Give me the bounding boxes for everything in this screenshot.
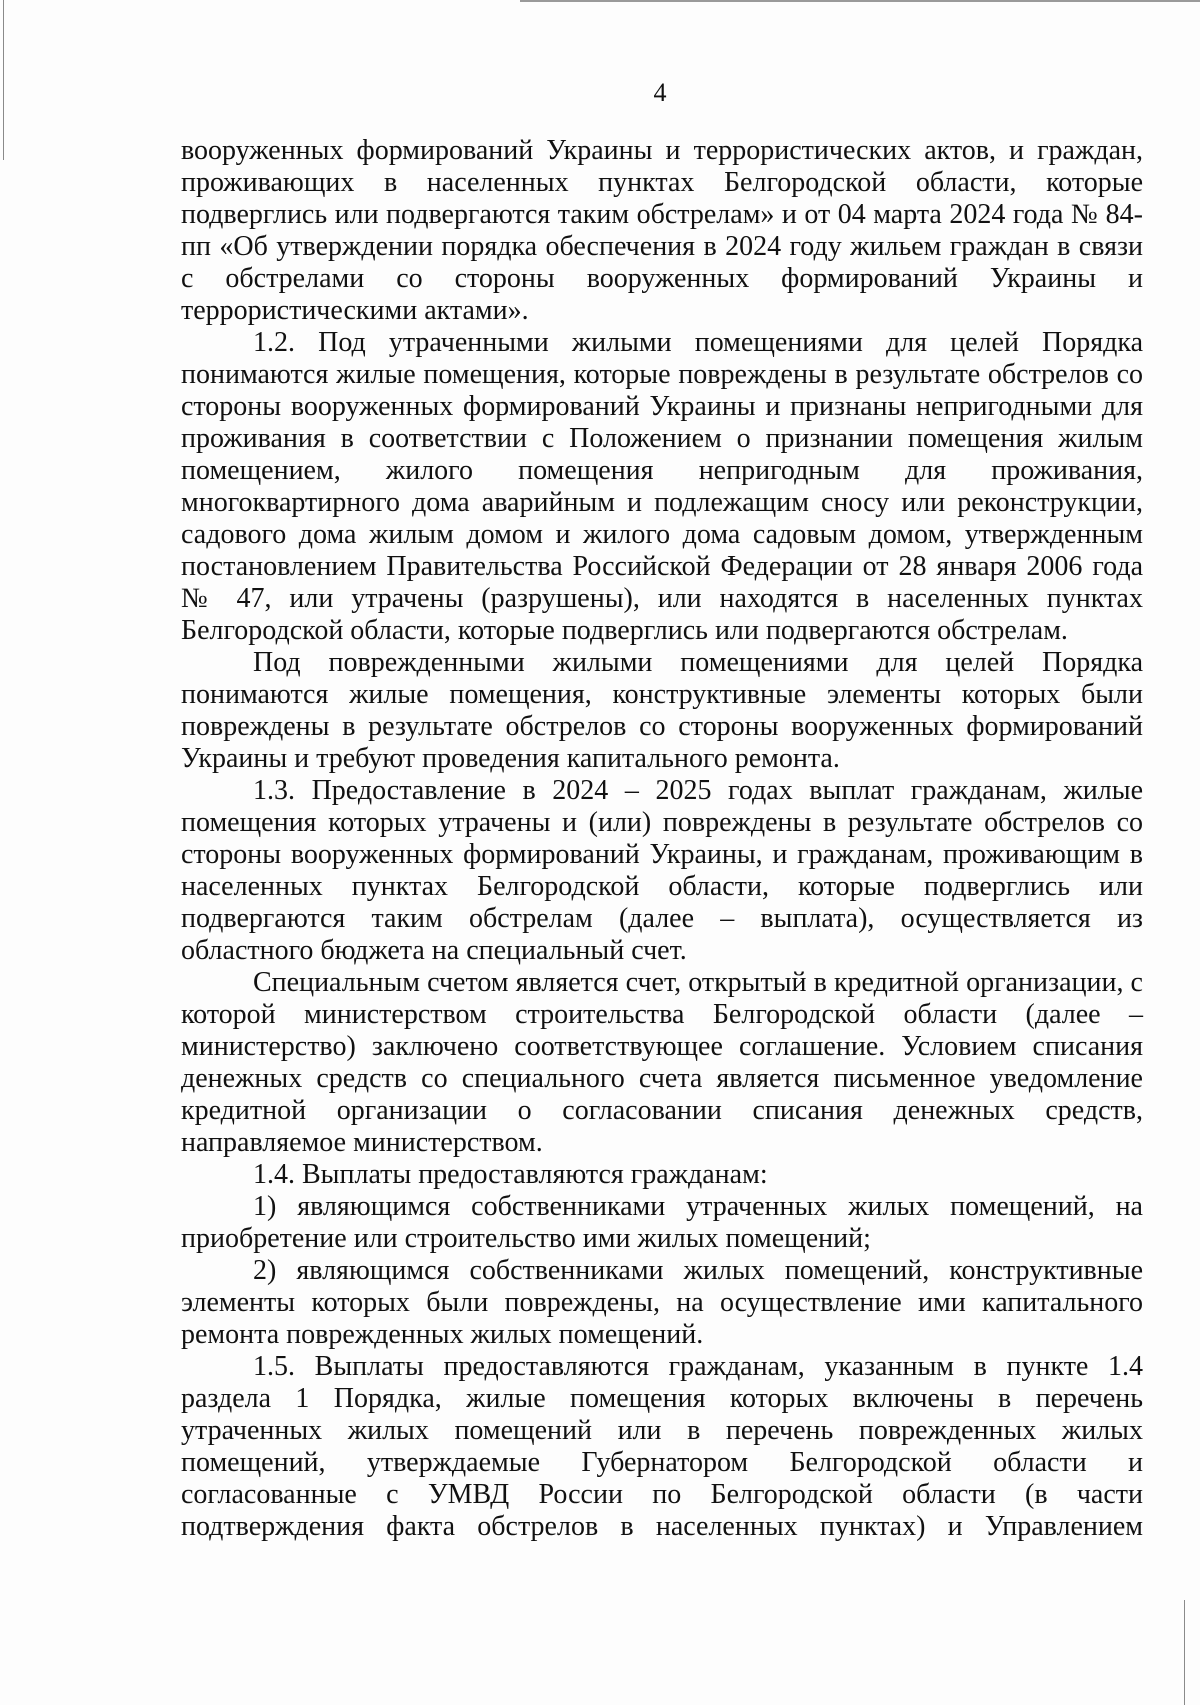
paragraph-1-4-item-2: 2) являющимся собственниками жилых помещений, конструктивные элементы которых были повреждены, на осуществление ими капитального ремонта поврежденных жилых помещений. [181,1255,1143,1350]
paragraph-1-4-item-1: 1) являющимся собственниками утраченных жилых помещений, на приобретение или строительство ими жилых помещений; [181,1191,1143,1254]
scan-edge-right [1184,1600,1185,1705]
paragraph-1-3: 1.3. Предоставление в 2024 – 2025 годах выплат гражданам, жилые помещения которых утрачены и (или) повреждены в результате обстрелов со стороны вооруженных формирований Украины, и гражданам, проживающим в населенных пунктах Белгородской области, которые подверглись или подвергаются таким обстрелам (далее – выплата), осуществляется из областного бюджета на специальный счет. [181,775,1143,966]
paragraph-1-5: 1.5. Выплаты предоставляются гражданам, указанным в пункте 1.4 раздела 1 Порядка, жилые помещения которых включены в перечень утраченных жилых помещений или в перечень поврежденных жилых помещений, утверждаемые Губернатором Белгородской области и согласованные с УМВД России по Белгородской области (в части подтверждения факта обстрелов в населенных пунктах) и Управлением [181,1351,1143,1542]
page-number: 4 [653,78,667,107]
paragraph-damaged-premises: Под поврежденными жилыми помещениями для целей Порядка понимаются жилые помещения, конструктивные элементы которых были повреждены в результате обстрелов со стороны вооруженных формирований Украины и требуют проведения капитального ремонта. [181,647,1143,774]
paragraph-continuation: вооруженных формирований Украины и террористических актов, и граждан, проживающих в населенных пунктах Белгородской области, которые подверглись или подвергаются таким обстрелам» и от 04 марта 2024 года № 84-пп «Об утверждении порядка обеспечения в 2024 году жильем граждан в связи с обстрелами со стороны вооруженных формирований Украины и террористическими актами». [181,135,1143,326]
document-body [181,135,1143,1543]
scan-edge-left [3,0,4,160]
scan-edge-top [520,0,1200,2]
paragraph-1-4: 1.4. Выплаты предоставляются гражданам: [253,1159,768,1190]
paragraph-special-account: Специальным счетом является счет, открытый в кредитной организации, с которой министерством строительства Белгородской области (далее – министерство) заключено соответствующее соглашение. Условием списания денежных средств со специального счета является письменное уведомление кредитной организации о согласовании списания денежных средств, направляемое министерством. [181,967,1143,1158]
paragraph-1-2: 1.2. Под утраченными жилыми помещениями для целей Порядка понимаются жилые помещения, которые повреждены в результате обстрелов со стороны вооруженных формирований Украины и признаны непригодными для проживания в соответствии с Положением о признании помещения жилым помещением, жилого помещения непригодным для проживания, многоквартирного дома аварийным и подлежащим сносу или реконструкции, садового дома жилым домом и жилого дома садовым домом, утвержденным постановлением Правительства Российской Федерации от 28 января 2006 года № 47, или утрачены (разрушены), или находятся в населенных пунктах Белгородской области, которые подверглись или подвергаются обстрелам. [181,327,1143,646]
